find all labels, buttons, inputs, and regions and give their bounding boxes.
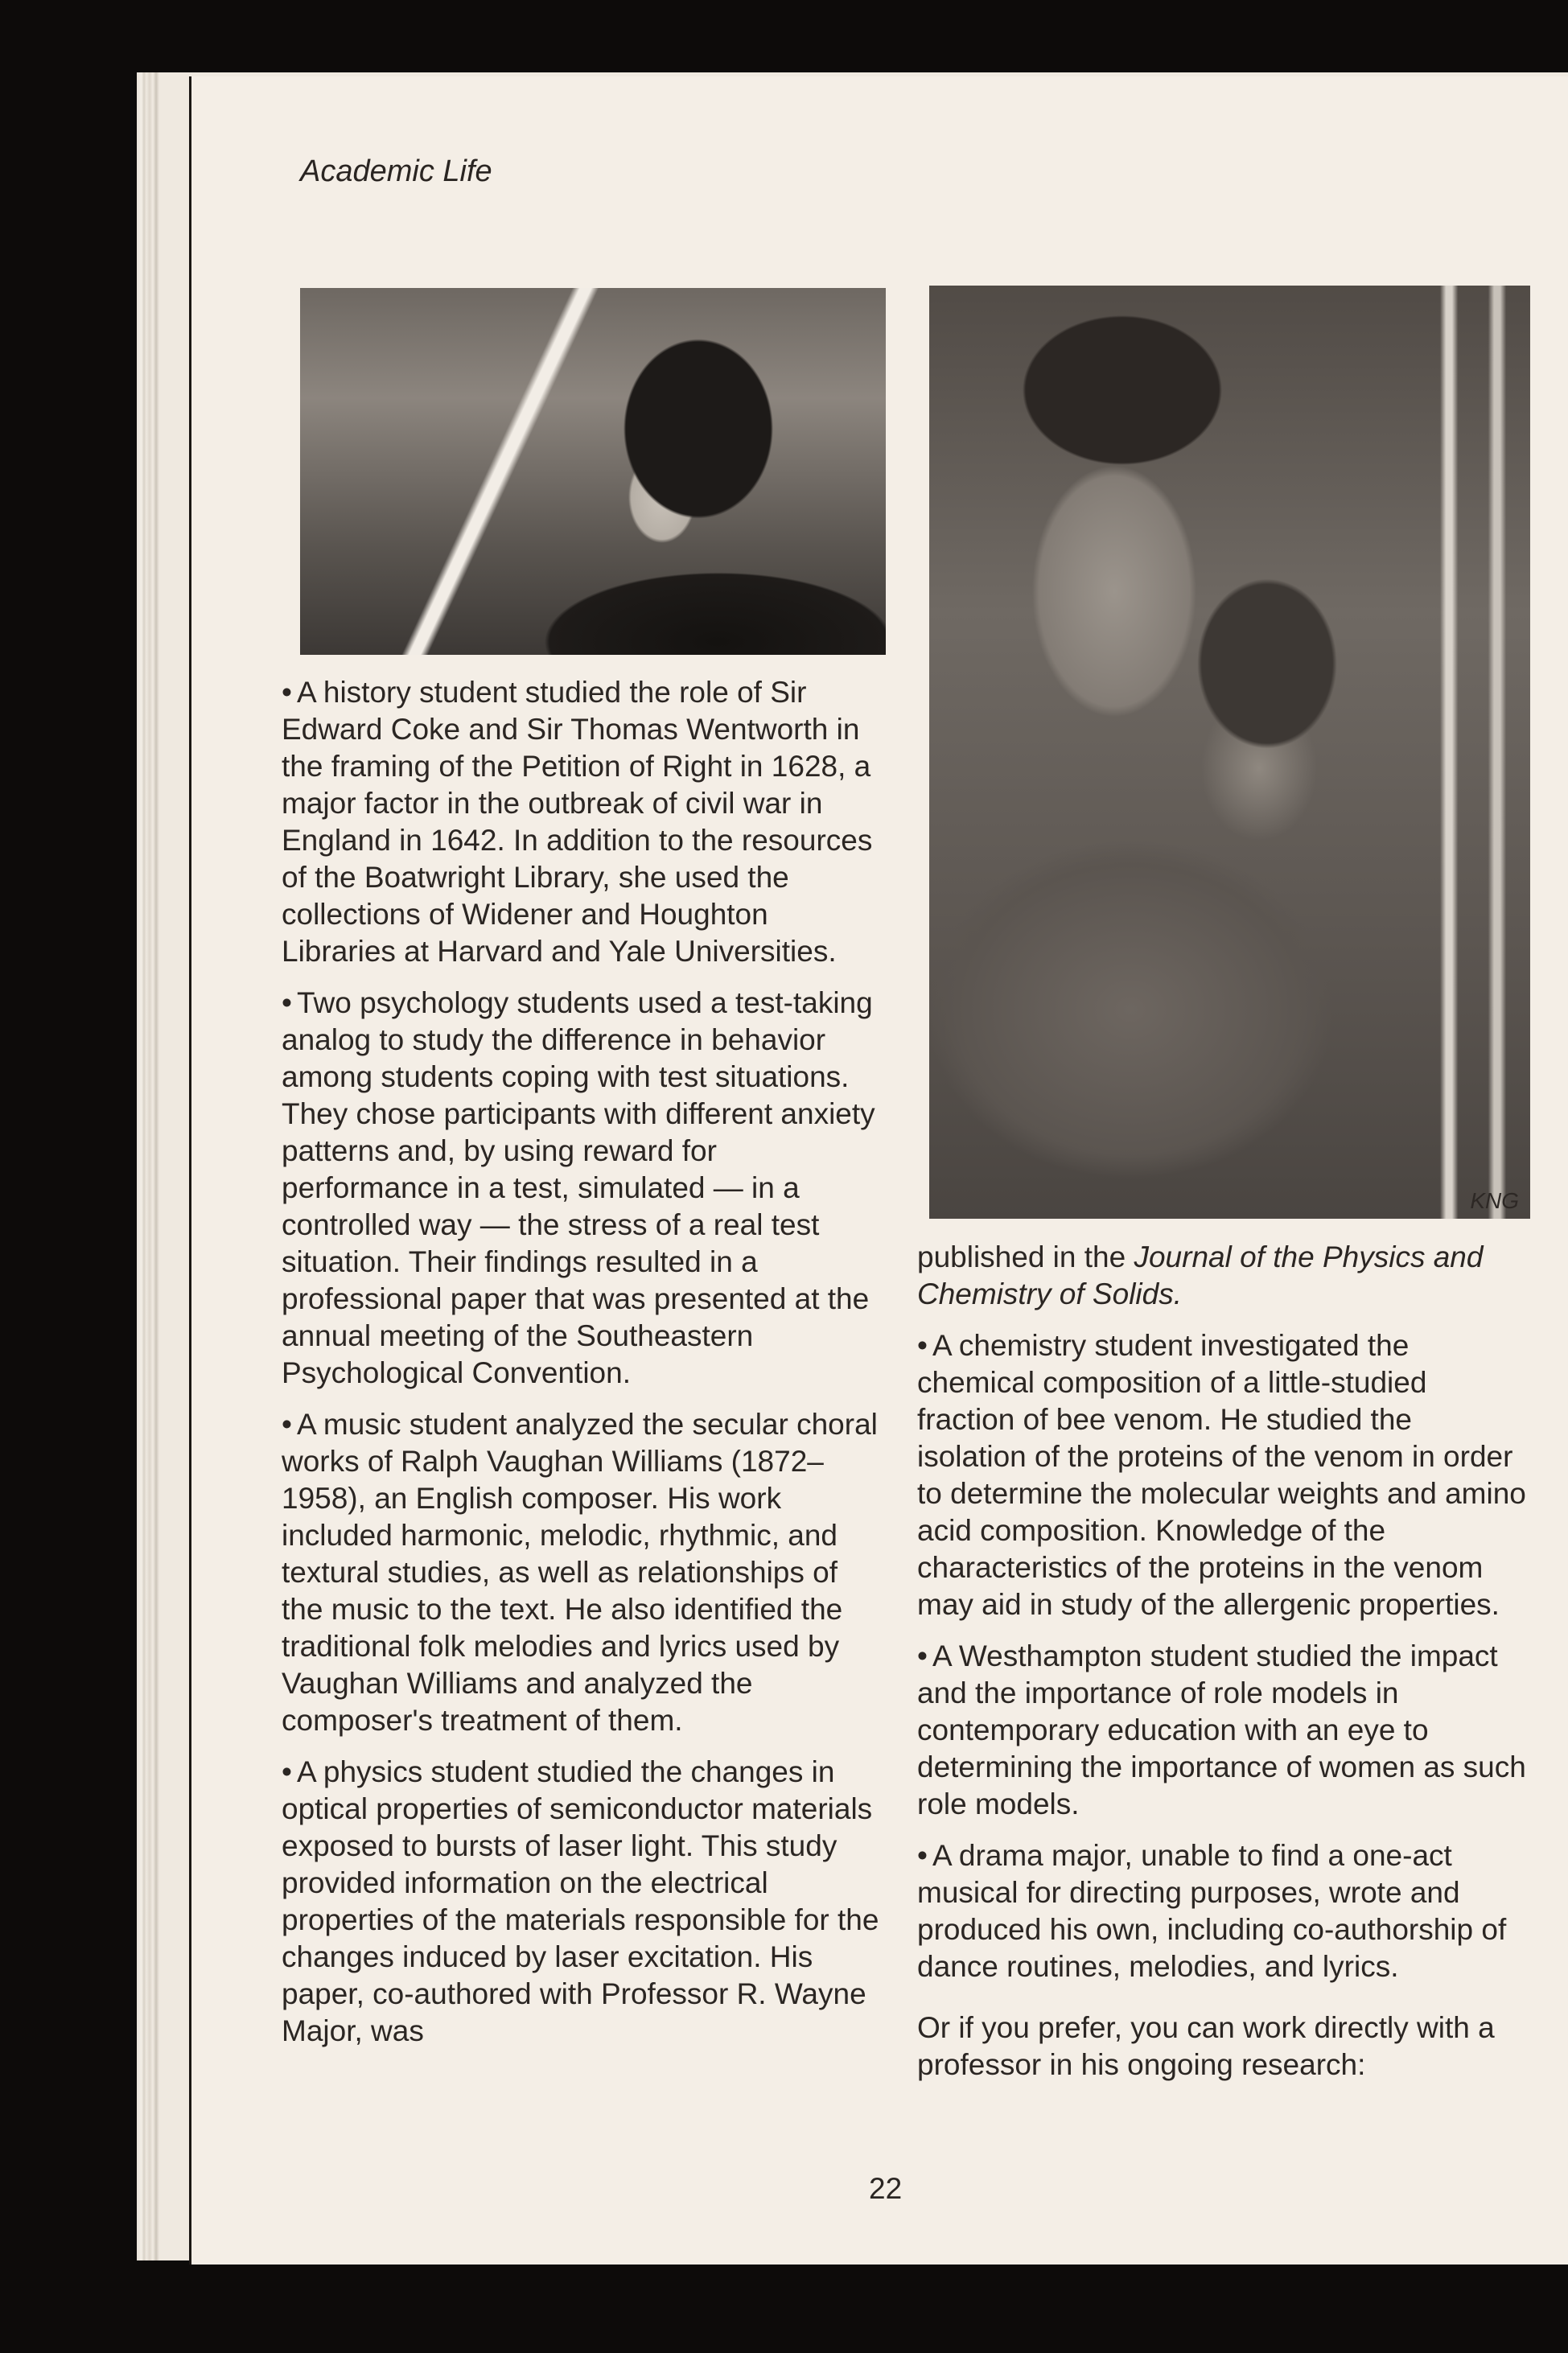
paragraph-text: A chemistry student investigated the chemical composition of a little-studied fraction of bee venom. He studied the isolation of the proteins of the venom in order to determine the molecular weights and amino acid composition. Knowledge of the characteristics of the proteins in the venom may aid in study of the allergenic properties. (917, 1329, 1526, 1621)
paragraph-text: A drama major, unable to find a one-act musical for directing purposes, wrote and produced his own, including co-authorship of dance routines, melodies, and lyrics. (917, 1839, 1507, 1983)
bullet-icon: • (917, 1639, 928, 1672)
violinist-photo (300, 288, 886, 655)
paragraph-text: A history student studied the role of Sir Edward Coke and Sir Thomas Wentworth in the framing of the Petition of Right in 1628, a major factor in the outbreak of civil war in England in 1642. In addition to the resources of the Boatwright Library, she used the collections of Widener and Houghton Libraries at Harvard and Yale Universities. (282, 676, 873, 968)
bullet-icon: • (282, 1755, 292, 1788)
journal-title: Journal of the Physics and Chemistry of Solids. (917, 1240, 1484, 1310)
bullet-paragraph (917, 1327, 1529, 1623)
continuation-text: published in the (917, 1240, 1134, 1273)
left-text-column (282, 674, 885, 2064)
paragraph-text: A Westhampton student studied the impact and the importance of role models in contemporary education with an eye to determining the importance of women as such role models. (917, 1639, 1526, 1820)
bullet-paragraph (917, 1638, 1529, 1823)
paragraph-text: A music student analyzed the secular choral works of Ralph Vaughan Williams (1872–1958), an English composer. His work included harmonic, melodic, rhythmic, and textural studies, as well as relationships of the music to the text. He also identified the traditional folk melodies and lyrics used by Vaughan Williams and analyzed the composer's treatment of them. (282, 1408, 878, 1737)
bullet-paragraph (917, 1837, 1529, 1985)
bullet-icon: • (917, 1839, 928, 1872)
bullet-icon: • (282, 986, 292, 1019)
bullet-icon: • (282, 676, 292, 709)
paragraph-text: Two psychology students used a test-taking analog to study the difference in behavior among students coping with test situations. They chose participants with different anxiety patterns and, by using reward for performance in a test, simulated — in a controlled way — the stress of a real test situation. Their findings resulted in a professional paper that was presented at the annual meeting of the Southeastern Psychological Convention. (282, 986, 875, 1389)
paragraph-text: A physics student studied the changes in optical properties of semiconductor materials exposed to bursts of laser light. This study provided information on the electrical properties of the materials responsible for the changes induced by laser excitation. His paper, co-authored with Professor R. Wayne Major, was (282, 1755, 879, 2047)
bullet-paragraph (282, 674, 885, 970)
closing-paragraph: Or if you prefer, you can work directly with a professor in his ongoing research: (917, 2011, 1495, 2081)
right-text-column (917, 1239, 1529, 2098)
chemistry-lab-photo (929, 286, 1530, 1219)
bullet-icon: • (917, 1329, 928, 1362)
bullet-icon: • (282, 1408, 292, 1441)
bullet-paragraph (282, 1406, 885, 1739)
bullet-paragraph (282, 985, 885, 1392)
page-number: 22 (869, 2172, 903, 2205)
continuation-paragraph (917, 1239, 1529, 1313)
section-header: Academic Life (300, 154, 492, 188)
photo-corner-marking: KNG (1470, 1188, 1519, 1213)
bullet-paragraph (282, 1754, 885, 2050)
